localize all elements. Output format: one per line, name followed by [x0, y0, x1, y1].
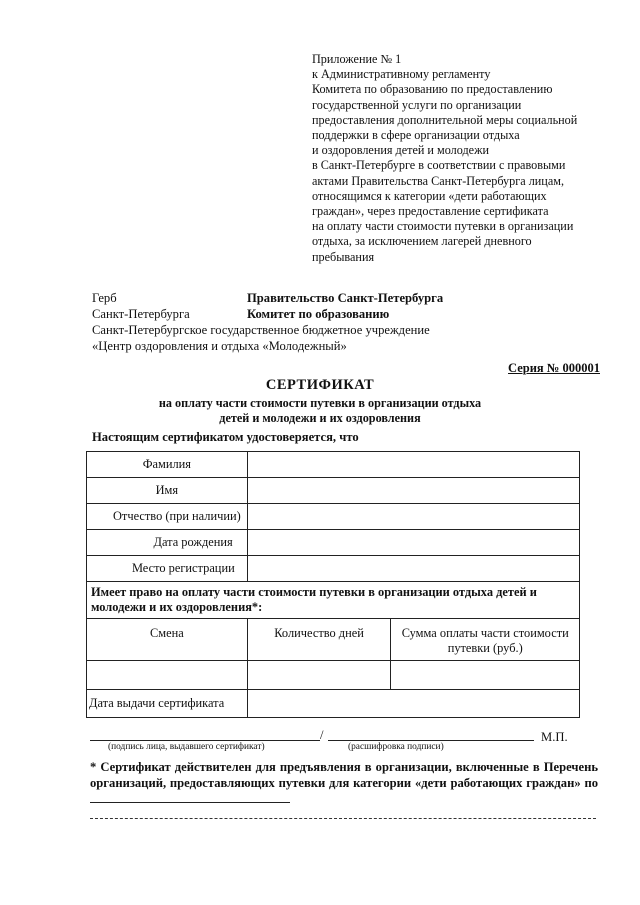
- form-row: [87, 661, 580, 690]
- appendix-line: к Административному регламенту: [312, 67, 491, 82]
- signature-line[interactable]: [90, 740, 320, 741]
- government-name: Правительство Санкт-Петербурга: [247, 291, 444, 305]
- date-blank-line[interactable]: [90, 791, 290, 803]
- appendix-note: [312, 52, 612, 265]
- field-label: Дата рождения: [87, 530, 248, 556]
- registration-field[interactable]: [247, 556, 579, 582]
- form-row: [87, 452, 580, 478]
- right-heading: Имеет право на оплату части стоимости путевки в организации отдыха детей и молодежи и их оздоровления*:: [87, 582, 580, 619]
- committee-name: Комитет по образованию: [247, 307, 390, 321]
- form-row: [87, 619, 580, 661]
- issue-date-label: Дата выдачи сертификата: [87, 690, 248, 718]
- column-header-shift: Смена: [87, 619, 248, 661]
- institution-line: Санкт-Петербургское государственное бюджетное учреждение: [92, 323, 430, 337]
- certificate-subtitle: [0, 396, 640, 426]
- appendix-line: пребывания: [312, 249, 375, 264]
- field-label: Место регистрации: [87, 556, 248, 582]
- stamp-label: М.П.: [541, 730, 568, 744]
- subtitle-line: детей и молодежи и их оздоровления: [219, 411, 421, 425]
- intro-text: Настоящим сертификатом удостоверяется, что: [92, 430, 359, 444]
- signer-caption: (подпись лица, выдавшего сертификат): [108, 742, 265, 752]
- appendix-line: актами Правительства Санкт-Петербурга лицам,: [312, 173, 564, 188]
- field-label: Отчество (при наличии): [87, 504, 248, 530]
- subtitle-line: на оплату части стоимости путевки в организации отдыха: [158, 396, 482, 410]
- appendix-line: относящимся к категории «дети работающих: [312, 188, 547, 203]
- certificate-title: СЕРТИФИКАТ: [265, 377, 375, 393]
- cut-line: [90, 818, 596, 819]
- appendix-line: Приложение № 1: [312, 52, 402, 66]
- form-row: [87, 690, 580, 718]
- appendix-line: в Санкт-Петербурге в соответствии с правовыми: [312, 158, 566, 173]
- issue-date-field[interactable]: [247, 690, 579, 718]
- patronymic-field[interactable]: [247, 504, 579, 530]
- institution-line: «Центр оздоровления и отдыха «Молодежный»: [92, 339, 347, 353]
- form-row: [87, 582, 580, 619]
- column-header-days: Количество дней: [247, 619, 391, 661]
- days-field[interactable]: [247, 661, 391, 690]
- appendix-line: предоставления дополнительной меры социальной: [312, 112, 578, 127]
- appendix-line: и оздоровления детей и молодежи: [312, 143, 490, 158]
- signature-decode-line[interactable]: [328, 740, 534, 741]
- certificate-form: [86, 451, 580, 718]
- name-field[interactable]: [247, 478, 579, 504]
- sum-field[interactable]: [391, 661, 580, 690]
- form-row: [87, 504, 580, 530]
- form-row: [87, 556, 580, 582]
- coat-of-arms-label: Герб: [92, 291, 117, 305]
- surname-field[interactable]: [247, 452, 579, 478]
- note-text: * Сертификат действителен для предъявления в организации, включенные в Перечень организаций, предоставляющих путевки для категории «дети работающих граждан» по: [90, 760, 598, 790]
- field-label: Имя: [87, 478, 248, 504]
- decode-caption: (расшифровка подписи): [348, 742, 444, 752]
- appendix-line: отдыха, за исключением лагерей дневного: [312, 234, 532, 249]
- appendix-line: граждан», через предоставление сертификата: [312, 204, 549, 219]
- validity-note: [90, 760, 598, 808]
- series-number: Серия № 000001: [508, 361, 600, 375]
- appendix-line: Комитета по образованию по предоставлению: [312, 82, 553, 97]
- appendix-line: на оплату части стоимости путевки в организации: [312, 219, 574, 234]
- field-label: Фамилия: [87, 452, 248, 478]
- form-row: [87, 530, 580, 556]
- form-row: [87, 478, 580, 504]
- shift-field[interactable]: [87, 661, 248, 690]
- birth-date-field[interactable]: [247, 530, 579, 556]
- appendix-line: поддержки в сфере организации отдыха: [312, 128, 520, 143]
- column-header-sum: Сумма оплаты части стоимости путевки (руб.): [391, 619, 580, 661]
- slash-separator: /: [320, 728, 324, 742]
- appendix-line: государственной услуги по организации: [312, 97, 522, 112]
- city-label: Санкт-Петербурга: [92, 307, 190, 321]
